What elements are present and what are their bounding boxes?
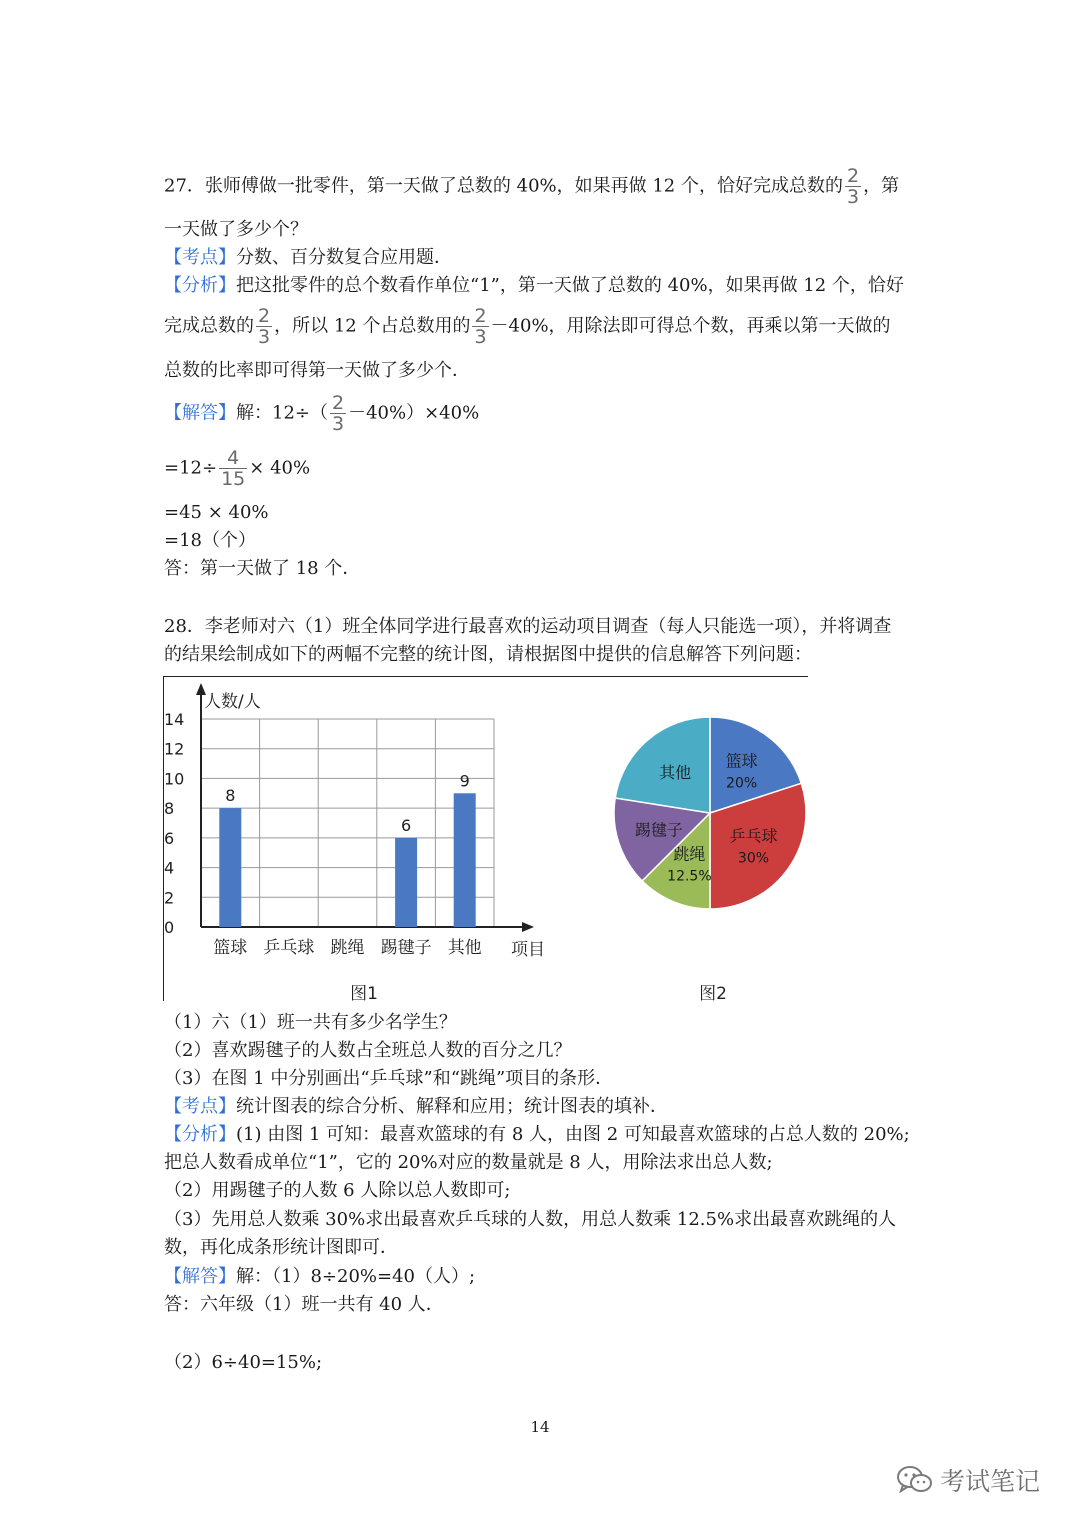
- q27-fenxi-3: 总数的比率即可得第一天做了多少个．: [164, 360, 470, 381]
- q27-step3: =18（个）: [164, 530, 256, 551]
- watermark: [896, 1460, 1040, 1500]
- watermark-text: 考试笔记: [940, 1467, 1041, 1496]
- pie-slice-percent: 12.5%: [667, 868, 712, 885]
- step1-fraction: [219, 448, 247, 489]
- fraction-numerator: 2: [846, 165, 860, 187]
- bar-5: [454, 793, 476, 927]
- q28-kaodian: [164, 1094, 924, 1120]
- x-tick-label: 乒乓球: [263, 938, 315, 958]
- q27-kaodian: [164, 245, 924, 271]
- figure-svg: [164, 677, 808, 1001]
- fenxi-text: (1) 由图 1 可知：最喜欢篮球的有 8 人，由图 2 可知最喜欢篮球的占总人数的 20%;: [236, 1124, 910, 1145]
- fraction-denominator: 3: [332, 413, 345, 435]
- y-tick-label: 6: [164, 828, 175, 848]
- kaodian-tag: 【考点】: [164, 247, 236, 268]
- jieda-fraction: [330, 393, 346, 434]
- fenxi-tag: 【分析】: [164, 275, 236, 296]
- fraction-numerator: 2: [258, 305, 271, 327]
- y-tick-label: 12: [164, 739, 185, 759]
- fenxi-fraction-1: [256, 306, 272, 347]
- q27-step2: =45 × 40%: [164, 502, 269, 523]
- q28-jieda-2: （2）6÷40=15%;: [164, 1352, 323, 1373]
- x-tick-label: 篮球: [213, 938, 248, 958]
- chart-title: 图1: [350, 984, 378, 1001]
- step1-b: × 40%: [249, 457, 311, 479]
- q27-jieda: [164, 393, 924, 434]
- fenxi-text: 把这批零件的总个数看作单位“1”，第一天做了总数的 40%，如果再做 12 个，恰好: [236, 275, 904, 296]
- pie-slice-label: 跳绳: [673, 844, 706, 864]
- chart-title: 图2: [699, 984, 727, 1001]
- y-tick-label: 2: [164, 888, 175, 908]
- y-tick-label: 0: [164, 918, 175, 937]
- q28-jieda-1: [164, 1264, 924, 1290]
- fraction-denominator: 3: [258, 326, 271, 348]
- bar-data-label: 9: [459, 771, 470, 791]
- y-tick-label: 4: [164, 858, 175, 878]
- pie-slice-label: 乒乓球: [729, 826, 778, 846]
- q27-fraction: [845, 166, 861, 207]
- fraction-denominator: 15: [221, 468, 246, 490]
- step1-a: =12÷: [164, 457, 218, 479]
- bar-1: [219, 808, 241, 927]
- q27-line1: [164, 166, 924, 207]
- jieda-tag: 【解答】: [164, 1266, 236, 1287]
- jieda-b: －40%）×40%: [348, 402, 480, 424]
- q28-fenxi-1: [164, 1122, 924, 1148]
- pie-slice-label: 踢毽子: [634, 820, 683, 840]
- q27-line1-text: 27．张师傅做一批零件，第一天做了总数的 40%，如果再做 12 个，恰好完成总数的: [164, 175, 843, 197]
- q28-fenxi-4: （3）先用总人数乘 30%求出最喜欢乒乓球的人数，用总人数乘 12.5%求出最喜欢跳绳的人: [164, 1209, 897, 1230]
- x-tick-label: 踢毽子: [380, 938, 432, 958]
- q27-answer: 答：第一天做了 18 个．: [164, 558, 361, 579]
- jieda-tag: 【解答】: [164, 402, 236, 424]
- figure-box: [163, 676, 808, 1001]
- fraction-denominator: 3: [474, 326, 487, 348]
- fenxi-fraction-2: [472, 306, 488, 347]
- pie-slice-percent: 30%: [737, 850, 770, 867]
- x-tick-label: 跳绳: [330, 938, 365, 958]
- q28-line1: 28．李老师对六（1）班全体同学进行最喜欢的运动项目调查（每人只能选一项），并将调查: [164, 616, 892, 637]
- q27-fenxi-1: [164, 273, 924, 299]
- x-axis-label: 项目: [511, 940, 545, 960]
- q27-fenxi-2: [164, 306, 924, 347]
- q28-sub2: （2）喜欢踢毽子的人数占全班总人数的百分之几？: [164, 1040, 572, 1061]
- kaodian-text: 分数、百分数复合应用题．: [236, 247, 452, 268]
- jieda-a: 解：12÷（: [236, 402, 328, 424]
- q28-fenxi-5: 数，再化成条形统计图即可．: [164, 1237, 398, 1258]
- fraction-numerator: 2: [332, 392, 345, 414]
- q28-sub3: （3）在图 1 中分别画出“乒乓球”和“跳绳”项目的条形．: [164, 1068, 614, 1089]
- q28-fenxi-3: （2）用踢毽子的人数 6 人除以总人数即可;: [164, 1180, 511, 1201]
- wechat-icon: [896, 1464, 934, 1496]
- bar-4: [395, 838, 417, 927]
- fraction-denominator: 3: [846, 186, 860, 208]
- q28-fenxi-2: 把总人数看成单位“1”，它的 20%对应的数量就是 8 人，用除法求出总人数;: [164, 1152, 773, 1173]
- q27-line2: 一天做了多少个？: [164, 219, 308, 240]
- fraction-numerator: 4: [219, 448, 247, 469]
- bar-data-label: 6: [401, 815, 412, 835]
- q27-line1-tail: ，第: [863, 175, 900, 197]
- fenxi-2a: 完成总数的: [164, 315, 254, 337]
- pie-slice-percent: 20%: [726, 775, 758, 792]
- q28-line2: 的结果绘制成如下的两幅不完整的统计图，请根据图中提供的信息解答下列问题：: [164, 644, 812, 665]
- y-axis-label: 人数/人: [204, 692, 261, 712]
- bar-data-label: 8: [225, 786, 236, 806]
- x-axis-arrow: [522, 922, 534, 932]
- x-tick-label: 其他: [447, 938, 482, 958]
- page-number: 14: [530, 1418, 550, 1436]
- pie-slice-label: 篮球: [725, 751, 758, 771]
- pie-slice-label: 其他: [659, 763, 692, 783]
- kaodian-tag: 【考点】: [164, 1096, 236, 1117]
- fenxi-tag: 【分析】: [164, 1124, 236, 1145]
- jieda-text: 解：（1）8÷20%=40（人）;: [236, 1266, 476, 1287]
- y-tick-label: 14: [164, 710, 185, 729]
- fenxi-2b: ，所以 12 个占总数用的: [274, 315, 471, 337]
- fraction-numerator: 2: [474, 305, 487, 327]
- fenxi-2c: －40%，用除法即可得总个数，再乘以第一天做的: [490, 315, 891, 337]
- q28-sub1: （1）六（1）班一共有多少名学生？: [164, 1012, 457, 1033]
- q27-step1: [164, 448, 924, 489]
- y-tick-label: 10: [164, 769, 185, 789]
- kaodian-text: 统计图表的综合分析、解释和应用；统计图表的填补．: [236, 1096, 668, 1117]
- y-tick-label: 8: [164, 799, 175, 819]
- q28-answer-1: 答：六年级（1）班一共有 40 人．: [164, 1294, 444, 1315]
